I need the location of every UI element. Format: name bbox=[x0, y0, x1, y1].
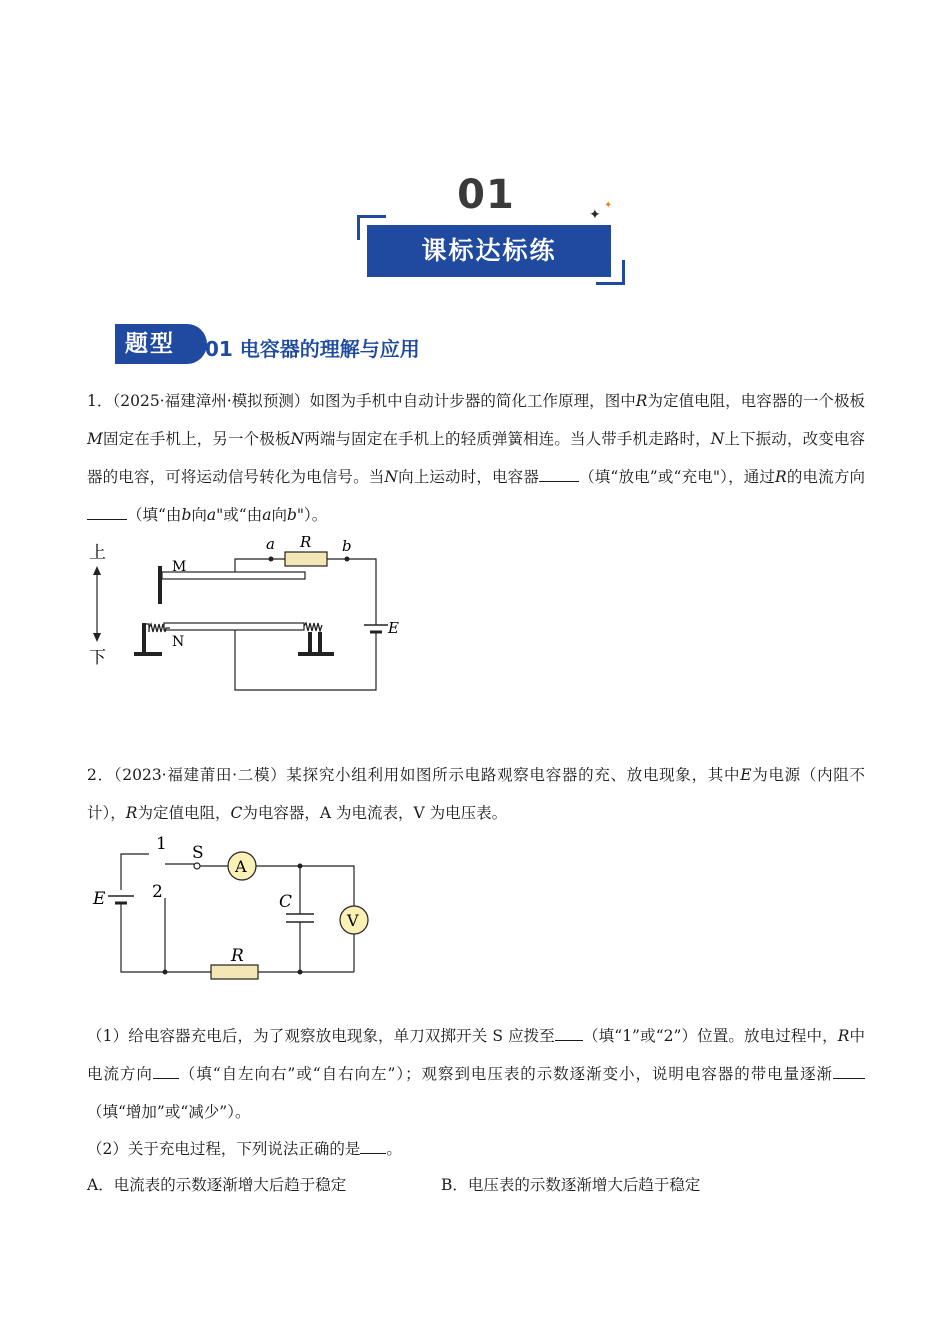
q2-sub2-text: 。 bbox=[386, 1140, 402, 1158]
q2-text: 为定值电阻， bbox=[137, 804, 231, 822]
var-N: N bbox=[710, 430, 725, 448]
var-b: b" bbox=[286, 506, 305, 524]
question-1-text bbox=[87, 382, 865, 534]
q1-text: （填“由 bbox=[127, 506, 182, 524]
label-up: 上 bbox=[89, 543, 106, 563]
topic-title: 01 电容器的理解与应用 bbox=[205, 337, 420, 361]
q1-text: 两端与固定在手机上的轻质弹簧相连。当人带手机走路时， bbox=[304, 430, 711, 448]
spring-left-icon bbox=[134, 623, 170, 656]
label-a: a bbox=[266, 535, 275, 553]
q1-text: （填“放电”或“充电"），通过 bbox=[578, 468, 776, 486]
sparkle-small-icon: ✦ bbox=[604, 200, 613, 211]
var-C: C bbox=[230, 804, 243, 822]
label-R: R bbox=[300, 533, 312, 551]
q2-text: 某探究小组利用如图所示电路观察电容器的充、放电现象，其中 bbox=[286, 766, 741, 784]
q2-sub1-text: （填“1”或“2”）位置。放电过程中， bbox=[582, 1027, 838, 1045]
section-number: 01 bbox=[457, 172, 515, 218]
label-E: E bbox=[93, 889, 106, 909]
answer-blank[interactable] bbox=[153, 1060, 179, 1079]
q1-text: 向 bbox=[191, 506, 207, 524]
label-b: b bbox=[342, 537, 352, 555]
question-number: 1． bbox=[87, 392, 113, 410]
label-N: N bbox=[172, 634, 185, 650]
label-S: S bbox=[192, 843, 204, 863]
battery-E bbox=[364, 625, 388, 632]
section-banner bbox=[357, 215, 625, 285]
q2-subquestion-1 bbox=[87, 1017, 865, 1131]
var-N: N bbox=[384, 468, 398, 486]
q1-text: 为定值电阻，电容器的一个极板 bbox=[647, 392, 865, 410]
q1-text: 上下振动，改变电容器的电容，可将运动信号转化为电信号。当 bbox=[87, 430, 865, 486]
var-M: M bbox=[87, 430, 103, 448]
resistor-R bbox=[285, 552, 327, 566]
answer-blank[interactable] bbox=[360, 1135, 386, 1154]
question-number: 2． bbox=[87, 766, 114, 784]
q1-text: 的电流方向 bbox=[786, 468, 865, 486]
label-2: 2 bbox=[152, 882, 163, 902]
question-source: （2025·福建漳州·模拟预测） bbox=[112, 392, 310, 410]
var-R: R bbox=[635, 392, 648, 410]
label-1: 1 bbox=[156, 834, 167, 854]
var-a: a bbox=[262, 506, 272, 524]
q2-text: 为电容器，A 为电流表，V 为电压表。 bbox=[242, 804, 508, 822]
var-R: R bbox=[775, 468, 787, 486]
answer-blank[interactable] bbox=[539, 463, 579, 482]
answer-blank[interactable] bbox=[87, 501, 127, 520]
q1-text: 如图为手机中自动计步器的简化工作原理，图中 bbox=[309, 392, 636, 410]
label-M: M bbox=[172, 559, 187, 575]
double-arrow-icon bbox=[93, 566, 101, 642]
q2-subquestion-2 bbox=[87, 1130, 865, 1168]
q2-sub1-text: （1）给电容器充电后，为了观察放电现象，单刀双掷开关 S 应拨至 bbox=[87, 1027, 555, 1045]
label-A: A bbox=[235, 857, 247, 876]
q1-text: 向上运动时，电容器 bbox=[397, 468, 539, 486]
label-C: C bbox=[279, 892, 293, 912]
switch-pivot bbox=[194, 863, 200, 869]
var-R: R bbox=[125, 804, 138, 822]
section-banner-title: 课标达标练 bbox=[367, 225, 611, 277]
label-V: V bbox=[347, 911, 359, 930]
battery-E bbox=[108, 896, 134, 903]
answer-blank[interactable] bbox=[833, 1060, 865, 1079]
q1-text: ）。 bbox=[304, 506, 328, 524]
var-N: N bbox=[290, 430, 305, 448]
node-a bbox=[269, 557, 274, 562]
q1-text: 固定在手机上，另一个极板 bbox=[102, 430, 291, 448]
var-b: b bbox=[181, 506, 192, 524]
q2-sub2-text: （2）关于充电过程，下列说法正确的是 bbox=[87, 1140, 361, 1158]
q1-text: 向 bbox=[271, 506, 287, 524]
var-R: R bbox=[837, 1027, 850, 1045]
label-R: R bbox=[231, 946, 244, 966]
plate-M-mount bbox=[158, 566, 162, 604]
q2-text: 为电源（内阻不计）， bbox=[87, 766, 865, 822]
q2-circuit-figure bbox=[86, 830, 376, 985]
option-A[interactable]: A．电流表的示数逐渐增大后趋于稳定 bbox=[87, 1176, 347, 1194]
label-E: E bbox=[388, 619, 399, 637]
node-b bbox=[345, 557, 350, 562]
banner-corner-bottom-right bbox=[596, 260, 625, 285]
q1-text: 或“由 bbox=[223, 506, 263, 524]
resistor-R bbox=[211, 965, 258, 979]
option-B[interactable]: B．电压表的示数逐渐增大后趋于稳定 bbox=[441, 1176, 701, 1194]
capacitor-C bbox=[286, 914, 314, 922]
q2-sub1-text: （填“自左向右”或“自右向左”）；观察到电压表的示数逐渐变小，说明电容器的带电量逐渐 bbox=[178, 1065, 833, 1083]
question-source: （2023·福建莆田·二模） bbox=[113, 766, 287, 784]
question-2-text bbox=[87, 756, 865, 832]
topic-tag: 题型 bbox=[115, 324, 207, 364]
plate-N bbox=[164, 623, 304, 630]
q2-sub1-text: 中电流方向 bbox=[87, 1027, 865, 1083]
q2-sub1-text: （填“增加”或“减少”）。 bbox=[87, 1103, 251, 1121]
q1-circuit-figure bbox=[80, 528, 410, 698]
var-a: a" bbox=[206, 506, 224, 524]
var-E: E bbox=[740, 766, 752, 784]
answer-blank[interactable] bbox=[555, 1022, 583, 1041]
label-down: 下 bbox=[89, 648, 106, 668]
sparkle-icon: ✦ bbox=[589, 207, 601, 223]
